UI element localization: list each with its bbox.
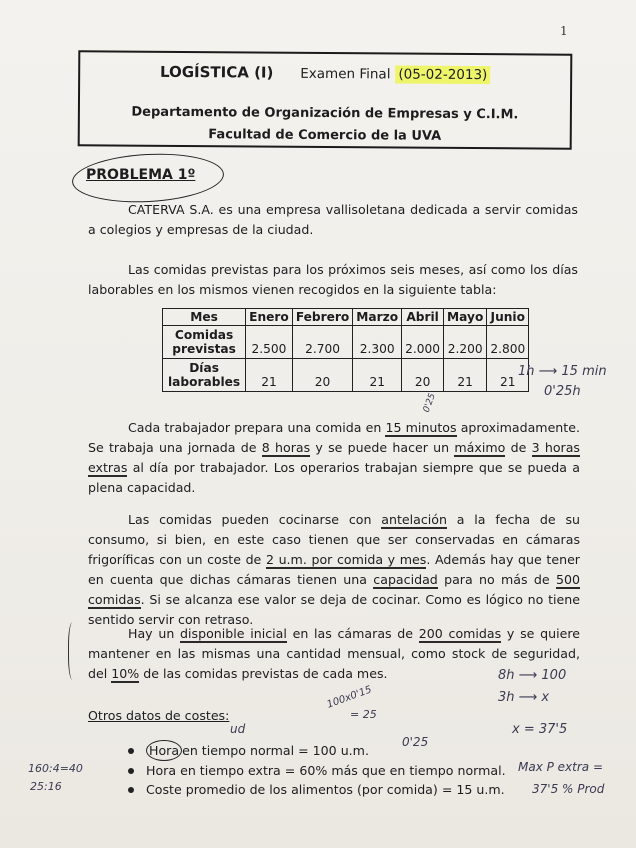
table-cell: 21: [487, 359, 529, 392]
pen-circled-text: Hora: [146, 740, 182, 761]
text-segment: en tiempo normal = 100 u.m.: [182, 743, 369, 758]
paragraph-workers: [88, 418, 580, 498]
handwritten-note: 37'5 % Prod: [532, 782, 605, 796]
department-name: Departamento de Organización de Empresas y C.I.M.: [131, 104, 519, 123]
pen-underlined-text: 15 minutos: [385, 420, 457, 435]
paragraph-intro-text: CATERVA S.A. es una empresa vallisoletana dedicada a servir comidas a colegios y empresas de la ciudad.: [88, 202, 578, 237]
faculty-name: Facultad de Comercio de la UVA: [208, 127, 442, 144]
handwritten-note: 3h ⟶ x: [498, 690, 550, 705]
table-cell: 21: [444, 359, 487, 392]
table-cell: 2.000: [402, 326, 444, 359]
problem-title: PROBLEMA 1º: [86, 167, 196, 183]
table-cell: 2.700: [292, 326, 352, 359]
table-header-cell: Junio: [487, 309, 529, 326]
text-segment: a la fecha de su consumo, si bien, en este caso tienen que ser conservadas en cámaras frigoríficas con un coste de: [88, 512, 581, 567]
paragraph-intro: [88, 200, 578, 240]
table-cell: 2.500: [246, 326, 293, 359]
text-segment: en las cámaras de: [286, 626, 419, 641]
handwritten-note: 8h ⟶ 100: [498, 668, 567, 683]
table-header-cell: Marzo: [353, 309, 402, 326]
text-segment: de las comidas previstas de cada mes.: [139, 666, 388, 681]
pen-underlined-text: disponible inicial: [180, 626, 287, 641]
text-segment: aproximadamente. Se trabaja una jornada de: [88, 420, 580, 455]
exam-date-highlighted: (05-02-2013): [395, 65, 490, 84]
list-item: [128, 740, 506, 761]
pen-underlined-text: 200 comidas: [418, 626, 502, 641]
paragraph-storage: [88, 510, 580, 630]
header-box: [78, 50, 573, 149]
handwritten-note: 0'25h: [544, 384, 581, 399]
pen-underlined-text: capacidad: [373, 572, 438, 587]
list-item: [128, 761, 506, 780]
pen-underlined-text: máximo: [454, 440, 506, 455]
paragraph-table-intro-text: Las comidas previstas para los próximos seis meses, así como los días laborables en los mismos vienen recogidos en la siguiente tabla:: [88, 262, 578, 297]
bullet-icon: [128, 787, 134, 793]
text-segment: Coste promedio de los alimentos (por comida) = 15 u.m.: [146, 782, 505, 797]
table-cell: 2.300: [353, 326, 402, 359]
pen-underlined-text: 3 horas extras: [88, 440, 580, 475]
costs-heading: Otros datos de costes:: [88, 708, 230, 723]
table-cell: 20: [402, 359, 444, 392]
handwritten-note: 160:4=40: [28, 762, 83, 775]
table-row: [163, 359, 529, 392]
text-segment: Hora en tiempo extra = 60% más que en tiempo normal.: [146, 763, 506, 778]
handwritten-note: ud: [230, 722, 246, 736]
table-cell: 21: [353, 359, 402, 392]
pen-underlined-text: antelación: [381, 512, 447, 527]
table-header-cell: Febrero: [292, 309, 352, 326]
handwritten-note: 0'25: [421, 392, 438, 414]
handwritten-note: 25:16: [30, 780, 62, 793]
table-header-cell: Enero: [246, 309, 293, 326]
table-row: [163, 326, 529, 359]
text-segment: . Si se alcanza ese valor se deja de cocinar. Como es lógico no tiene sentido servir con retraso.: [88, 592, 580, 627]
table-cell: 21: [246, 359, 293, 392]
text-segment: al día por trabajador. Los operarios trabajan siempre que se pueda a plena capacidad.: [88, 460, 580, 495]
list-item: [128, 780, 506, 799]
table-row-label: [163, 359, 246, 392]
text-segment: . Además hay que tener en cuenta que dichas cámaras tienen una: [88, 552, 580, 587]
handwritten-note: 1h ⟶ 15 min: [518, 364, 607, 379]
page-number: 1: [560, 24, 568, 38]
text-segment: y se quiere mantener en las mismas una cantidad mensual, como stock de seguridad, del: [88, 626, 580, 681]
handwritten-note: Max P extra =: [518, 760, 604, 774]
handwritten-note: = 25: [350, 708, 377, 721]
table-header-row: [163, 309, 529, 326]
row-label-line: laborables: [168, 375, 241, 389]
handwritten-note: 100x0'15: [325, 684, 374, 711]
pen-underlined-text: 500 comidas: [88, 572, 580, 607]
costs-bullet-list: [128, 740, 506, 799]
pen-underlined-text: 8 horas: [261, 440, 311, 455]
table-cell: 20: [292, 359, 352, 392]
pen-underlined-text: 2 u.m. por comida y mes: [265, 552, 427, 567]
pen-underlined-text: 10%: [111, 666, 140, 681]
table-header-cell: Abril: [402, 309, 444, 326]
header-title-line: [80, 62, 570, 83]
pen-bracket-mark: [68, 622, 79, 680]
row-label-line: Comidas: [174, 328, 234, 342]
row-label-line: Días: [189, 361, 219, 375]
text-segment: de: [505, 440, 532, 455]
course-title: LOGÍSTICA (I): [159, 62, 274, 82]
text-segment: para no más de: [437, 572, 556, 587]
paragraph-table-intro: [88, 260, 578, 300]
bullet-icon: [128, 748, 134, 754]
bullet-icon: [128, 768, 134, 774]
table-row-label: [163, 326, 246, 359]
table-cell: 2.800: [487, 326, 529, 359]
handwritten-note: x = 37'5: [512, 722, 568, 737]
table-header-cell: Mayo: [444, 309, 487, 326]
forecast-table: [162, 308, 529, 392]
table-header-cell: Mes: [163, 309, 246, 326]
table-cell: 2.200: [444, 326, 487, 359]
text-segment: Hay un: [128, 626, 181, 641]
row-label-line: previstas: [172, 342, 236, 356]
handwritten-note: 0'25: [402, 735, 429, 749]
exam-label: Examen Final: [300, 65, 391, 83]
text-segment: Cada trabajador prepara una comida en: [128, 420, 386, 435]
text-segment: y se puede hacer un: [310, 440, 455, 455]
text-segment: Las comidas pueden cocinarse con: [128, 512, 382, 527]
